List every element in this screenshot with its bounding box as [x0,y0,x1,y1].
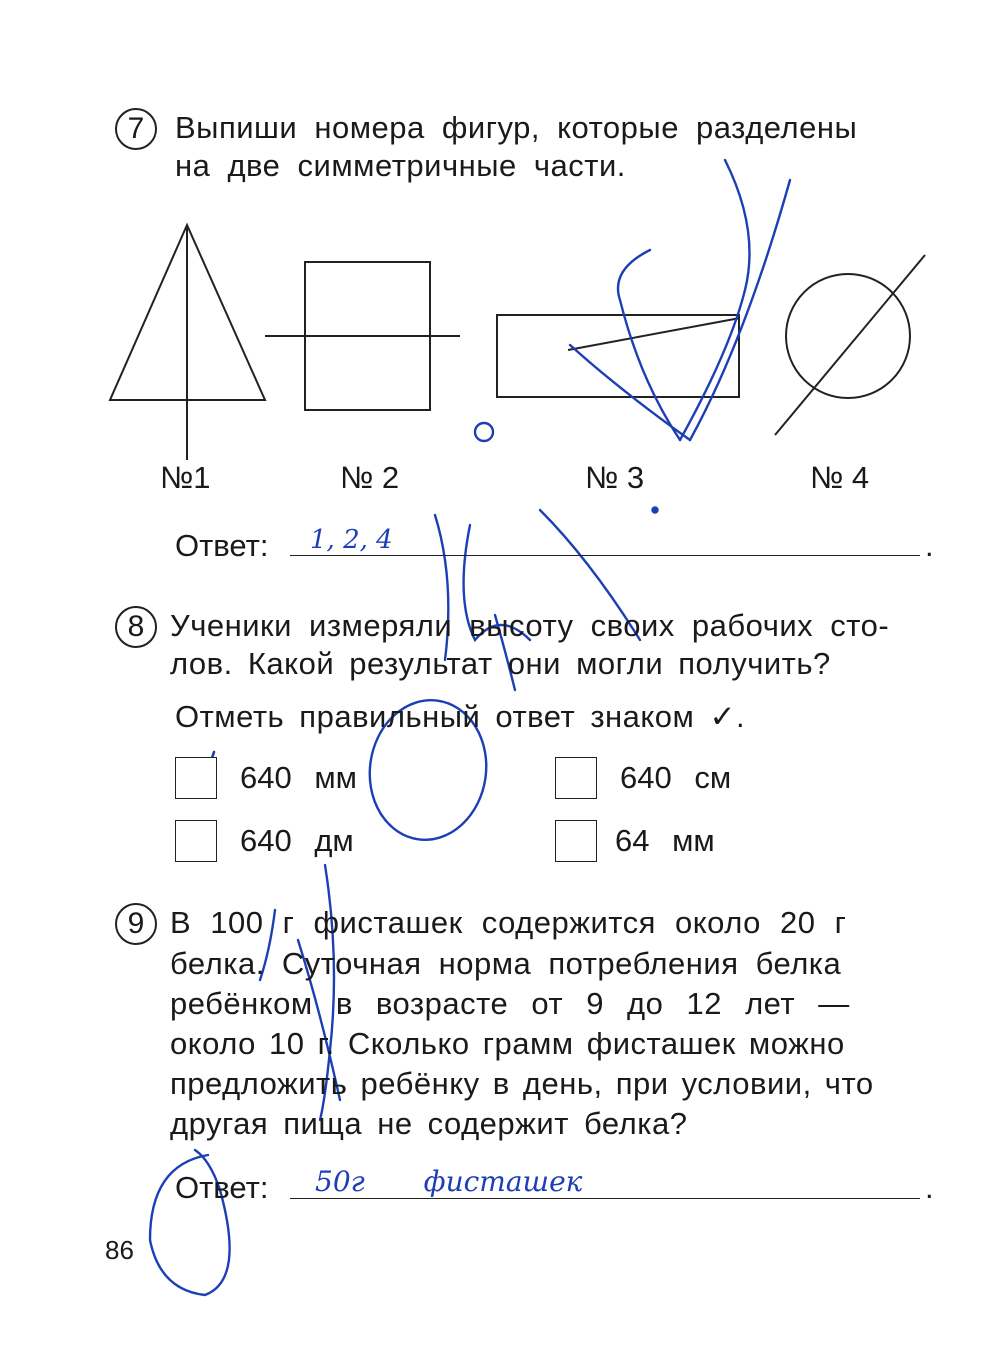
task9-text-line1: В 100 г фисташек содержится около 20 г [170,905,847,940]
task7-answer-line [290,555,920,556]
option-640dm-checkbox[interactable] [175,820,217,862]
task7-text-line1: Выпиши номера фигур, которые разделены [175,110,858,145]
task7-answer-label: Ответ: [175,528,269,563]
figure-4-circle [775,255,925,435]
task8-text-line1: Ученики измеряли высоту своих рабочих сто- [170,608,890,643]
figure-3-label: № 3 [585,460,645,495]
option-640mm-label: 640 мм [240,760,357,795]
option-640mm-checkbox[interactable] [175,757,217,799]
task9-number: 9 [115,903,157,945]
option-64mm-label: 64 мм [615,823,715,858]
task9-text-line6: другая пища не содержит белка? [170,1106,688,1141]
task9-answer-label: Ответ: [175,1170,269,1205]
task8-number: 8 [115,606,157,648]
task7-number: 7 [115,108,157,150]
task9-answer-line [290,1198,920,1199]
task7-text-line2: на две симметричные части. [175,148,626,183]
figure-2-label: № 2 [340,460,400,495]
task7-answer-period: . [925,528,934,563]
task8-text-line2: лов. Какой результат они могли получить? [170,646,831,681]
figure-2-square [265,262,460,410]
figure-4-label: № 4 [810,460,870,495]
task9-answer-value: 50г фисташек [315,1165,583,1198]
task8-instruction: Отметь правильный ответ знаком ✓. [175,699,746,734]
figure-1-label: №1 [160,460,211,495]
task9-text-line4: около 10 г. Сколько грамм фисташек можно [170,1026,845,1061]
option-64mm-checkbox[interactable] [555,820,597,862]
task9-text-line2: белка. Суточная норма потребления белка [170,946,842,981]
task7-answer-value: 1, 2, 4 [310,525,393,555]
task9-text-line5: предложить ребёнку в день, при условии, что [170,1066,874,1101]
figure-1-triangle [110,225,265,460]
option-640cm-label: 640 см [620,760,732,795]
page-number: 86 [105,1235,134,1265]
option-640dm-label: 640 дм [240,823,354,858]
option-640cm-checkbox[interactable] [555,757,597,799]
task9-text-line3: ребёнком в возрасте от 9 до 12 лет — [170,986,850,1021]
task9-answer-period: . [925,1170,934,1205]
